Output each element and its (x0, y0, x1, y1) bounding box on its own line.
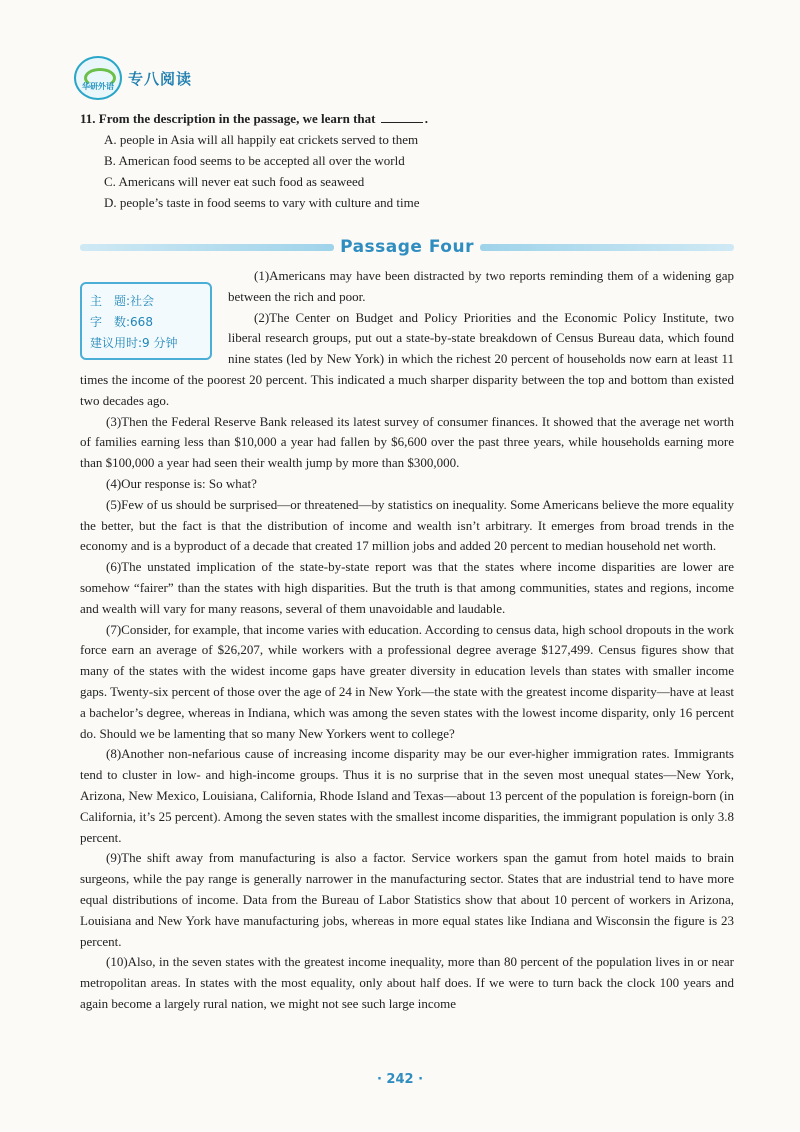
paragraph: (1)Americans may have been distracted by two reports reminding them of a widening gap between the rich and poor. (228, 268, 734, 304)
publisher-logo (74, 56, 192, 100)
paragraph: (5)Few of us should be surprised—or threatened—by statistics on inequality. Some Americans believe the more equality the better, but the fact is that the distribution of income and wealth isn’t arbitrary. It emerges from broad trends in the economy and is a byproduct of a decade that created 17 million jobs and added 20 percent to median household net worth. (80, 496, 734, 554)
option-d: D. people’s taste in food seems to vary with culture and time (104, 195, 420, 210)
header-divider-right (480, 244, 734, 251)
paragraph: (3)Then the Federal Reserve Bank released its latest survey of consumer finances. It showed that the average net worth of families earning less than $10,000 a year had fallen by $6,600 over the past three years, while households earning more than $100,000 a year had seen their wealth jump by more than $300,000. (80, 413, 734, 471)
question-stem: 11. From the description in the passage, we learn that (80, 111, 376, 126)
option-c: C. Americans will never eat such food as seaweed (104, 174, 365, 189)
paragraph: (6)The unstated implication of the state-by-state report was that the states where income disparities are lower are somehow “fairer” than the states with high disparities. But the truth is that among communities, states and regions, income and wealth will vary for many reasons, several of them unavoidable and laudable. (80, 559, 734, 616)
option-b: B. American food seems to be accepted all over the world (104, 153, 405, 168)
passage-body (80, 266, 734, 1015)
answer-blank (381, 110, 423, 123)
passage-header (80, 236, 734, 258)
passage-title: Passage Four (340, 237, 474, 257)
paragraph: (7)Consider, for example, that income varies with education. According to census data, high school dropouts in the work force earn an average of $26,207, while workers with a professional degree average $127,499. Census figures show that many of the states with the widest income gaps have greater diversity in education levels than states with smaller income gaps. Twenty-six percent of those over the age of 24 in New York—the state with the greatest income disparity—have at least a bachelor’s degree, whereas in Indiana, which was among the seven states with the lowest income disparity, only 16 percent do. Should we be lamenting that so many New Yorkers went to college? (80, 621, 734, 741)
page-number: · 242 · (376, 1072, 424, 1087)
paragraph: (4)Our response is: So what? (106, 475, 257, 491)
question-11: 11. From the description in the passage, we learn that . A. people in Asia will all happily eat crickets served to them B. American food seems to be accepted all over the world C. Americans will never eat such food as seaweed D. people’s taste in food seems to vary with culture and time (80, 108, 720, 213)
paragraph: (9)The shift away from manufacturing is also a factor. Service workers span the gamut from hotel maids to brain surgeons, while the pay range is generally narrower in the manufacturing sector. States that are industrial tend to have more equal distributions of income. Data from the Bureau of Labor Statistics show that about 10 percent of workers in Arizona, Louisiana and New York have manufacturing jobs, whereas in more equal states like Indiana and Wisconsin the figure is 23 percent. (80, 850, 734, 949)
header-divider-left (80, 244, 334, 251)
paragraph: (10)Also, in the seven states with the greatest income inequality, more than 80 percent of the population lives in or near metropolitan areas. In states with the most equality, only about half does. If we were to turn back the clock 100 years and again become a largely rural nation, we might not see such large income (80, 954, 734, 1011)
book-title: 专八阅读 (128, 69, 193, 88)
logo-icon: 华研外语 (74, 56, 122, 100)
paragraph: (8)Another non-nefarious cause of increasing income disparity may be our ever-higher immigration rates. Immigrants tend to cluster in low- and high-income groups. Thus it is no surprise that in the seven most unequal states—New York, Arizona, New Mexico, Louisiana, California, Rhode Island and Texas—about 13 percent of the population is foreign-born (in California, it’s 25 percent). Among the seven states with the smallest income disparities, the immigrant population is only 3.8 percent. (80, 746, 734, 845)
word-count-label: 字 数:668 (90, 315, 153, 329)
suggested-time-label: 建议用时:9 分钟 (90, 336, 178, 350)
passage-info-box (80, 282, 212, 360)
topic-label: 主 题:社会 (90, 294, 155, 308)
option-a: A. people in Asia will all happily eat crickets served to them (104, 132, 419, 147)
paragraph: (2)The Center on Budget and Policy Priorities and the Economic Policy Institute, two liberal research groups, put out a state-by-state breakdown of Census Bureau data, which found nine states (led by New York) in which the richest 20 percent of households now earn at least 11 times the income of the poorest 20 percent. This indicated a much sharper disparity between the top and bottom than existed two decades ago. (80, 309, 734, 408)
